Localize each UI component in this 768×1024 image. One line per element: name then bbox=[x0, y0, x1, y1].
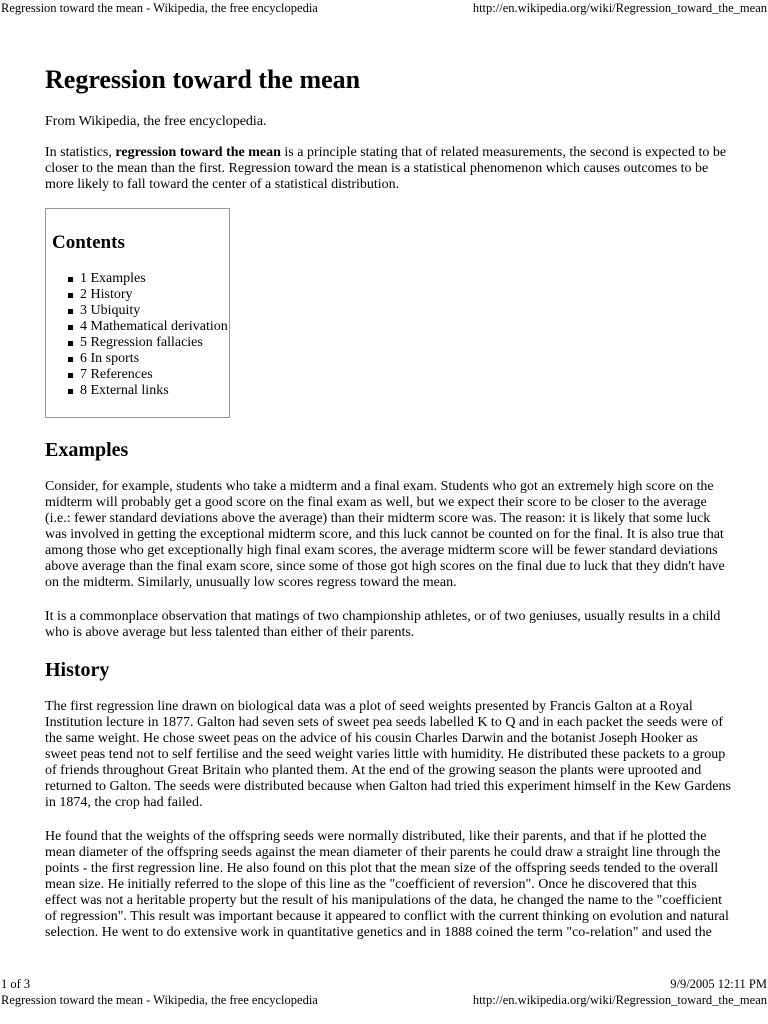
toc-item-label: 5 Regression fallacies bbox=[80, 335, 203, 350]
intro-line1-rest: is a principle stating that of related measurements, the second is expected to be bbox=[280, 145, 727, 160]
examples-paragraph-2 bbox=[45, 609, 725, 641]
intro-prefix: In statistics, bbox=[45, 145, 116, 160]
toc-item-label: 2 History bbox=[80, 287, 133, 302]
paragraph-line: sweet peas tend not to self fertilise and the seed weight varies little with humidity. He distributed these packets to a group bbox=[45, 747, 726, 762]
paragraph-line: (i.e.: fewer standard deviations above the average) than their midterm score was. The reason: it is likely that some luck bbox=[45, 511, 711, 526]
toc-item-mathematical-derivation[interactable] bbox=[67, 319, 228, 335]
print-footer-url: http://en.wikipedia.org/wiki/Regression_toward_the_mean bbox=[472, 993, 767, 1007]
toc-item-ubiquity[interactable] bbox=[67, 303, 228, 319]
print-footer-title: Regression toward the mean - Wikipedia, the free encyclopedia bbox=[1, 993, 318, 1007]
examples-paragraph-1 bbox=[45, 479, 725, 591]
toc-item-label: 7 References bbox=[80, 367, 153, 382]
bullet-icon bbox=[68, 341, 73, 346]
toc-item-regression-fallacies[interactable] bbox=[67, 335, 228, 351]
from-line: From Wikipedia, the free encyclopedia. bbox=[45, 114, 267, 129]
paragraph-line: among those who get exceptionally high final exam scores, the average midterm score will be fewer standard deviations bbox=[45, 543, 718, 558]
paragraph-line: the same weight. He chose sweet peas on the advice of his cousin Charles Darwin and the botanist Joseph Hooker as bbox=[45, 731, 698, 746]
intro-line-3: more likely to fall toward the center of a statistical distribution. bbox=[45, 177, 400, 192]
print-header-title: Regression toward the mean - Wikipedia, the free encyclopedia bbox=[1, 1, 318, 15]
paragraph-line: mean diameter of the offspring seeds against the mean diameter of their parents he could draw a straight line through the bbox=[45, 845, 721, 860]
paragraph-line: above average than the final exam score, since some of those got high scores on the final due to luck that they didn't have bbox=[45, 559, 725, 574]
bullet-icon bbox=[68, 309, 73, 314]
paragraph-line: who is above average but less talented than either of their parents. bbox=[45, 625, 415, 640]
paragraph-line: He found that the weights of the offspring seeds were normally distributed, like their parents, and that if he plotted the bbox=[45, 829, 707, 844]
section-heading-examples: Examples bbox=[45, 439, 129, 461]
paragraph-line: of regression". This result was important because it appeared to conflict with the current thinking on evolution and natural bbox=[45, 909, 729, 924]
bullet-icon bbox=[68, 389, 73, 394]
history-paragraph-1 bbox=[45, 699, 731, 811]
toc-item-external-links[interactable] bbox=[67, 383, 228, 399]
toc-item-in-sports[interactable] bbox=[67, 351, 228, 367]
paragraph-line: Institution lecture in 1877. Galton had seven sets of sweet pea seeds labelled K to Q and in each packet the seeds were of bbox=[45, 715, 724, 730]
intro-line-2: closer to the mean than the first. Regression toward the mean is a statistical phenomenon which causes outcomes to be bbox=[45, 161, 709, 176]
intro-bold-term: regression toward the mean bbox=[115, 145, 281, 160]
toc-item-label: 8 External links bbox=[80, 383, 169, 398]
toc-item-label: 1 Examples bbox=[80, 271, 146, 286]
bullet-icon bbox=[68, 277, 73, 282]
toc-item-references[interactable] bbox=[67, 367, 228, 383]
paragraph-line: selection. He went to do extensive work in quantitative genetics and in 1888 coined the term "co-relation" and used the bbox=[45, 925, 712, 940]
paragraph-line: points - the first regression line. He also found on this plot that the mean size of the offspring seeds tended to the overall bbox=[45, 861, 719, 876]
print-footer-datetime: 9/9/2005 12:11 PM bbox=[670, 977, 767, 991]
bullet-icon bbox=[68, 325, 73, 330]
toc-list bbox=[67, 271, 228, 399]
page-title: Regression toward the mean bbox=[45, 65, 361, 94]
toc-item-label: 4 Mathematical derivation bbox=[80, 319, 228, 334]
bullet-icon bbox=[68, 357, 73, 362]
section-heading-history: History bbox=[45, 659, 110, 681]
bullet-icon bbox=[68, 373, 73, 378]
paragraph-line: was involved in getting the exceptional midterm score, and this luck cannot be counted on for the final. It is also true that bbox=[45, 527, 724, 542]
paragraph-line: Consider, for example, students who take a midterm and a final exam. Students who got an extremely high score on the bbox=[45, 479, 714, 494]
paragraph-line: mean size. He initially referred to the slope of this line as the "coefficient of reversion". Once he discovered that this bbox=[45, 877, 697, 892]
toc-title: Contents bbox=[52, 232, 125, 253]
intro-paragraph bbox=[45, 145, 725, 193]
print-header bbox=[0, 0, 768, 16]
toc-item-history[interactable] bbox=[67, 287, 228, 303]
paragraph-line: It is a commonplace observation that matings of two championship athletes, or of two geniuses, usually results in a child bbox=[45, 609, 721, 624]
paragraph-line: midterm will probably get a good score on the final exam as well, but we expect their score to be closer to the average bbox=[45, 495, 707, 510]
toc-item-examples[interactable] bbox=[67, 271, 228, 287]
history-paragraph-2 bbox=[45, 829, 729, 941]
bullet-icon bbox=[68, 293, 73, 298]
paragraph-line: returned to Galton. The seeds were distributed because when Galton had tried this experiment himself in the Kew Gardens bbox=[45, 779, 731, 794]
print-footer-page: 1 of 3 bbox=[1, 977, 31, 991]
paragraph-line: on the midterm. Similarly, unusually low scores regress toward the mean. bbox=[45, 575, 457, 590]
paragraph-line: of friends throughout Great Britain who planted them. At the end of the growing season the plants were uprooted and bbox=[45, 763, 702, 778]
paragraph-line: effect was not a heritable property but the result of his manipulations of the data, he changed the name to the "coefficient bbox=[45, 893, 722, 908]
intro-line-1 bbox=[45, 145, 725, 161]
paragraph-line: in 1874, the crop had failed. bbox=[45, 795, 203, 810]
paragraph-line: The first regression line drawn on biological data was a plot of seed weights presented by Francis Galton at a Royal bbox=[45, 699, 693, 714]
print-header-url: http://en.wikipedia.org/wiki/Regression_toward_the_mean bbox=[472, 1, 767, 15]
toc-item-label: 6 In sports bbox=[80, 351, 140, 366]
toc-item-label: 3 Ubiquity bbox=[80, 303, 141, 318]
